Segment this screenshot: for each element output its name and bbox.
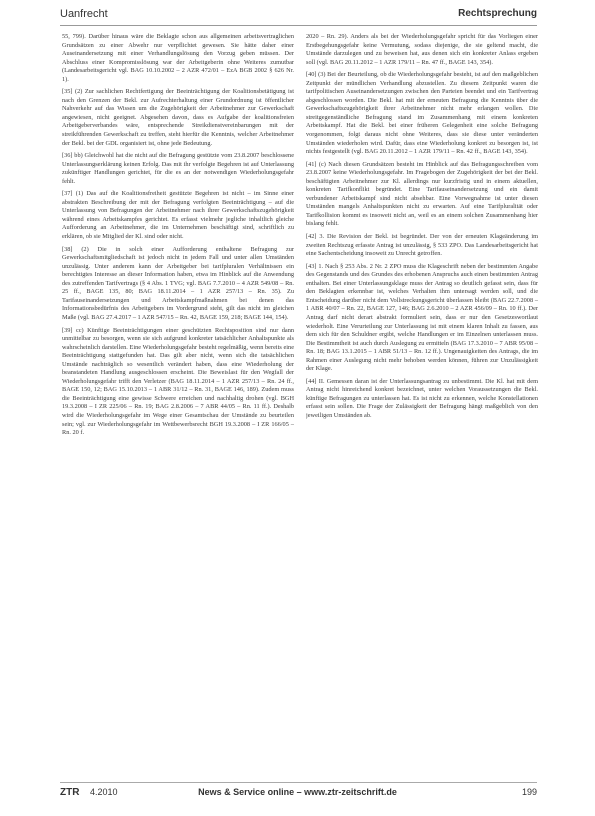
paragraph: [35] (2) Zur sachlichen Rechtfertigung der Beeinträchtigung der Koalitionsbetätigung ist nach den Grenzen der Bekl. zur Aufrechterhaltung einer Grundordnung ist öffentlicher Nahverkehr auf das Wissen um die Zugehörigkeit der Arbeitnehmer zur Gewerkschaft angewiesen, nicht geeignet. Abgesehen davon, dass es Aufgabe der koalitionsfreien Arbeitgeberverbandes wäre, entsprechende Streikdienstvereinbarungen mit der streikführenden Gewerkschaft zu treffen, steht hierfür die Kenntnis, welcher Arbeitnehmer der Bekl. bei der GDL organisiert ist, ohne jede Bedeutung.: [62, 88, 294, 147]
header-rule: [60, 25, 537, 26]
paragraph: [39] cc) Künftige Beeinträchtigungen einer geschützten Rechtsposition sind nur dann unmittelbar zu besorgen, wenn sie sich aufgrund konkreter tatsächlicher Anhaltspunkte als wahrscheinlich darstellen. Eine Wiederholungsgefahr besteht regelmäßig, wenn bereits eine Beeinträchtigung stattgefunden hat. Das gilt aber nicht, wenn sich die tatsächlichen Umstände nachträglich so wesentlich verändert haben, dass eine Wiederholung der beanstandeten Handlung ausgeschlossen erscheint. Die Beweislast für den Wegfall der Wiederholungsgefahr trifft den Verletzer (BAG 18.11.2014 – 1 AZR 257/13 – Rn. 24 ff., BAGE 150, 12; BAG 15.10.2013 – 1 ABR 31/12 – Rn. 31, BAGE 146, 189). Zudem muss die Beeinträchtigung eine gewisse Schwere erreichen und nachhaltig drohen (vgl. BGH 19.3.2008 – I ZR 225/06 – Rn. 19; BAG 2.8.2006 – 7 ABR 44/05 – Rn. 11 ff.). Deshalb wird die Wiederholungsgefahr im Wege einer Gesamtschau der Umstände zu beurteilen sein; vgl. zur Wiederholungsgefahr im Wettbewerbsrecht BGH 19.3.2008 – I ZR 166/05 – Rn. 20 f.: [62, 326, 294, 437]
running-header-category: Rechtsprechung: [458, 8, 537, 19]
paragraph: [36] bb) Gleichwohl hat die nicht auf die Befragung gestützte vom 23.8.2007 beschlossene Unterlassungserklärung keinen Erfolg. Das mit ihr verfolgte Begehren ist auf Unterlassung zukünftiger Handlungen gerichtet, für die es an der notwendigen Wiederholungsgefahr fehlt.: [62, 152, 294, 185]
paragraph: [41] (c) Nach diesen Grundsätzen besteht im Hinblick auf das Befragungsschreiben vom 23.8.2007 keine Wiederholungsgefahr. Im Fragebogen der Zugehörigkeit der bei der Bekl. beschäftigten Arbeitnehmer zur Kl. allerdings nur kurzfristig und in einem aktuellen, konkreten Tarifkonflikt begründet. Eine Tarifauseinandersetzung und ein damit verbundener Arbeitskampf sind nicht absehbar. Eine Vorwegnahme ist unter diesen Umständen mangels Anhaltspunkten nicht zu erwarten. Auf eine Tarifpluralität oder Tarifkollision kommt es insoweit nicht an, weil es an einem solchen Zusammenhang hier bislang fehlt.: [306, 160, 538, 228]
paragraph: [40] (3) Bei der Beurteilung, ob die Wiederholungsgefahr besteht, ist auf den maßgeblichen Zeitpunkt der mündlichen Verhandlung abzustellen. Zu diesem Zeitpunkt waren die tarifpolitischen Auseinandersetzungen zwischen den Parteien beendet und ein Tarifvertrag abgeschlossen worden. Die Bekl. hat mit der erneuten Befragung die Kenntnis über die Gewerkschaftszugehörigkeit ihrer Arbeitnehmer nicht mehr erlangen wollen. Die streitgegenständliche Befragung stand im Zusammenhang mit einem konkreten Arbeitskampf. Hat die Bekl. bei einer früheren Gelegenheit eine solche Befragung vorgenommen, folgt daraus nicht ohne Weiteres, dass sie diese unter veränderten Umständen wiederholen wird. Dafür, dass eine Wiederholung konkret zu besorgen ist, ist nichts festgestellt (vgl. BAG 20.11.2012 – 1 AZR 179/11 – Rn. 42 ff., BAGE 143, 354).: [306, 71, 538, 156]
footer-website: News & Service online – www.ztr-zeitschrift.de: [198, 787, 397, 797]
running-header-section: Uanfrecht: [60, 8, 108, 20]
paragraph: [44] II. Gemessen daran ist der Unterlassungsantrag zu unbestimmt. Die Kl. hat mit dem Antrag nicht hinreichend konkret bezeichnet, unter welchen Voraussetzungen die Bekl. künftige Befragungen zu unterlassen hat. Es ist nicht zu erkennen, welche Konstellationen erfasst sein sollen. Die Frage der Zulässigkeit der Befragung hängt maßgeblich von den jeweiligen Umständen ab.: [306, 377, 538, 419]
paragraph: [43] 1. Nach § 253 Abs. 2 Nr. 2 ZPO muss die Klageschrift neben der bestimmten Angabe des Gegenstands und des Grundes des erhobenen Anspruchs auch einen bestimmten Antrag enthalten. Bei einer Unterlassungsklage muss der Antrag so deutlich gefasst sein, dass für den Beklagten erkennbar ist, welches Verhalten ihm untersagt werden soll, und die Entscheidung darüber nicht dem Vollstreckungsgericht überlassen bleibt (BAG 22.7.2008 – 1 ABR 40/07 – Rn. 22, BAGE 127, 146; BAG 2.6.2010 – 2 AZR 456/09 – Rn. 10 ff.). Der Antrag darf nicht derart abstrakt formuliert sein, dass er nur den Gesetzeswortlaut wiederholt. Eine Verurteilung zur Unterlassung ist mit einem klaren Inhalt zu fassen, aus dem sich für den Schuldner ergibt, welche Handlungen er im Einzelnen unterlassen muss. Die Bestimmtheit ist auch durch Auslegung zu ermitteln (BAG 17.3.2010 – 7 ABR 95/08 – Rn. 18; BAG 13.1.2015 – 1 ABR 51/13 – Rn. 12 ff.). Ungenauigkeiten des Antrags, die im Rahmen einer Auslegung nicht mehr behoben werden können, führen zur Unzulässigkeit der Klage.: [306, 262, 538, 373]
paragraph: [37] (1) Das auf die Koalitionsfreiheit gestützte Begehren ist nicht – im Sinne einer abstrakten Beschreibung der mit der Befragung verfolgten Beeinträchtigung – auf die Unterlassung von Befragungen der Arbeitnehmer nach ihrer Gewerkschaftszugehörigkeit während eines Arbeitskampfes gerichtet. Es erfasst vielmehr jegliche inhaltlich gleiche Aufforderung an Arbeitnehmer, die im Unternehmen beschäftigt sind, schriftlich zu erklären, ob sie Mitglied der Kl. sind oder nicht.: [62, 190, 294, 241]
paragraph: [38] (2) Die in solch einer Aufforderung enthaltene Befragung zur Gewerkschaftsmitgliedschaft ist jedoch nicht in jedem Fall und unter allen Umständen unzulässig. Unter anderem kann der Arbeitgeber bei tarifpluralen Verhältnissen ein berechtigtes Interesse an dieser Information haben, etwa im Hinblick auf die Anwendung des zutreffenden Tarifvertrags (§ 4 Abs. 1 TVG; vgl. BAG 7.7.2010 – 4 AZR 549/08 – Rn. 25 ff., BAGE 135, 80; BAG 18.11.2014 – 1 AZR 257/13 – Rn. 35). Zu Tarifauseinandersetzungen und Arbeitskampfmaßnahmen bei denen das Informationsbedürfnis des Arbeitgebers im Vordergrund steht, gilt das nicht im gleichen Maße (vgl. BAG 27.4.2017 – 1 AZR 547/15 – Rn. 42, BAGE 159, 218; BAGE 144, 154).: [62, 245, 294, 321]
right-text-column: [306, 33, 538, 773]
left-text-column: [62, 33, 294, 773]
footer-page-number: 199: [521, 787, 537, 797]
footer-rule: [60, 782, 537, 783]
paragraph: 2020 – Rn. 29). Anders als bei der Wiederholungsgefahr spricht für das Vorliegen einer Erstbegehungsgefahr keine Vermutung, sodass diejenige, die sie geltend macht, die Umstände darzulegen und zu beweisen hat, aus denen sich ein konkreter Anlass ergeben soll (vgl. BAG 20.11.2012 – 1 AZR 179/11 – Rn. 47 ff., BAGE 143, 354).: [306, 33, 538, 66]
footer-journal: ZTR: [60, 787, 80, 798]
footer-issue: 4.2010: [90, 787, 118, 797]
paragraph: 55, 799). Darüber hinaus wäre die Beklagte schon aus allgemeinen arbeitsvertraglichen Grundsätzen zu einer Abwehr nur verpflichtet gewesen. Sie hätte daher einer Auseinandersetzung mit einer Verhandlungslösung den Vorzug geben müssen. Der Abschluss einer Kompromisslösung war der Arbeitgeberin ohne Weiteres zumutbar (Landesarbeitsgericht vgl. BAG 10.10.2002 – 2 AZR 472/01 – EzA BGB 2002 § 626 Nr. 1).: [62, 33, 294, 83]
paragraph: [42] 3. Die Revision der Bekl. ist begründet. Der von der erneuten Klageänderung im zweiten Rechtszug erfasste Antrag ist unzulässig, § 533 ZPO. Das Landesarbeitsgericht hat eine Sachentscheidung insoweit zu Unrecht getroffen.: [306, 233, 538, 258]
